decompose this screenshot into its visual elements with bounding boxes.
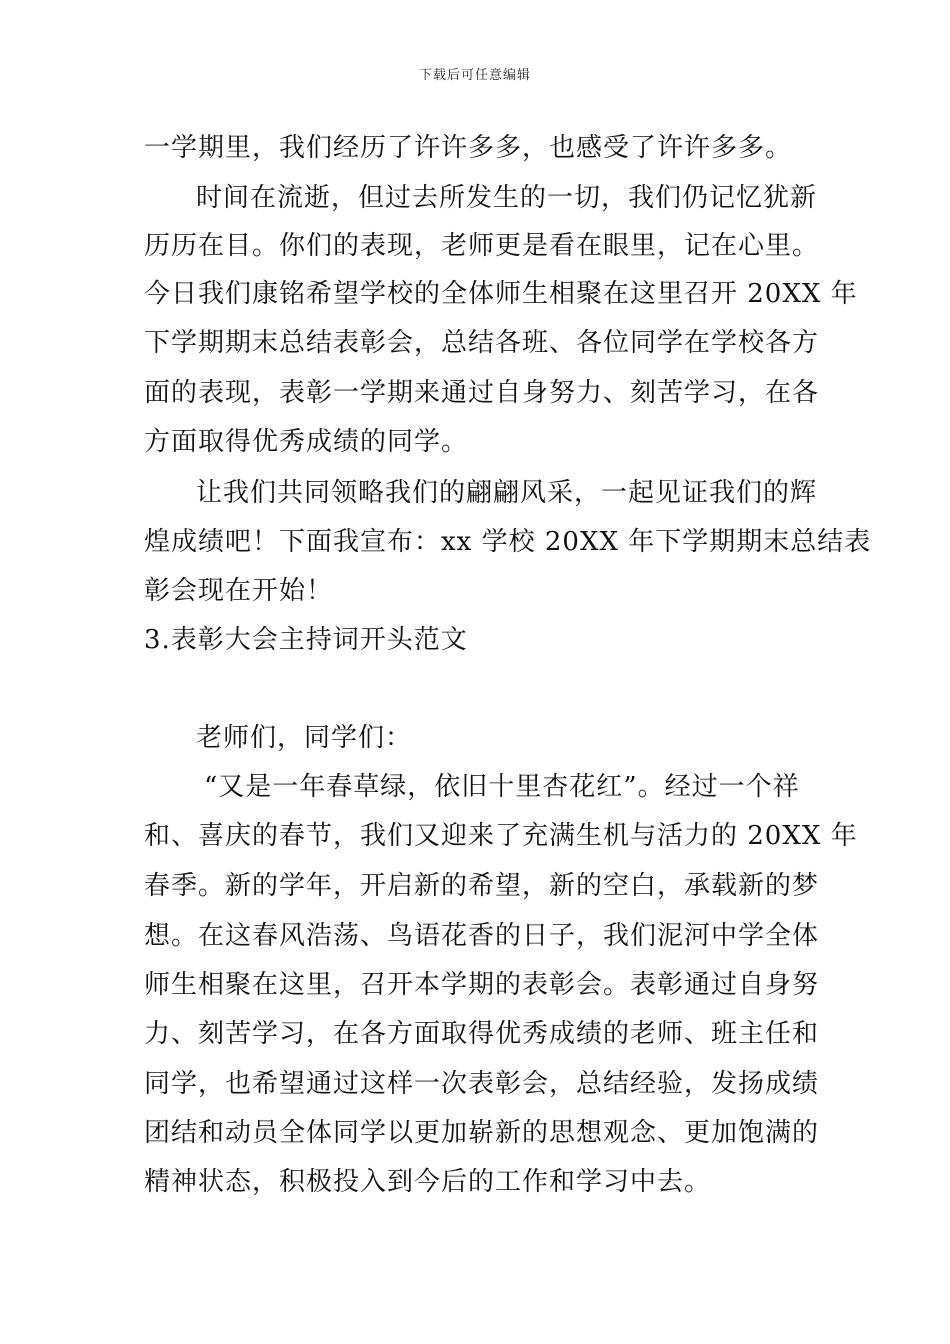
body-line: 师生相聚在这里，召开本学期的表彰会。表彰通过自身努 [144, 970, 820, 1000]
body-line: 历历在目。你们的表现，老师更是看在眼里，记在心里。 [144, 231, 820, 261]
body-line: 彰会现在开始！ [144, 576, 334, 606]
paragraph-first-line: 时间在流逝，但过去所发生的一切，我们仍记忆犹新 [196, 183, 818, 213]
body-line: 一学期里，我们经历了许许多多，也感受了许许多多。 [144, 133, 793, 163]
paragraph-first-line: 让我们共同领略我们的翩翩风采，一起见证我们的辉 [196, 478, 818, 508]
body-line: 力、刻苦学习，在各方面取得优秀成绩的老师、班主任和 [144, 1019, 820, 1049]
page-header-note: 下载后可任意编辑 [418, 68, 531, 83]
paragraph-first-line: “又是一年春草绿，依旧十里杏花红”。经过一个祥 [204, 772, 800, 802]
body-line: 今日我们康铭希望学校的全体师生相聚在这里召开 20XX 年 [144, 279, 858, 309]
body-line: 面的表现，表彰一学期来通过自身努力、刻苦学习，在各 [144, 378, 820, 408]
body-line: 和、喜庆的春节，我们又迎来了充满生机与活力的 20XX 年 [144, 821, 858, 851]
body-line: 精神状态，积极投入到今后的工作和学习中去。 [144, 1167, 712, 1197]
body-line: 团结和动员全体同学以更加崭新的思想观念、更加饱满的 [144, 1118, 820, 1148]
body-line: 煌成绩吧！下面我宣布：xx 学校 20XX 年下学期期末总结表 [144, 527, 872, 557]
body-line: 同学，也希望通过这样一次表彰会，总结经验，发扬成绩 [144, 1069, 820, 1099]
body-line: 想。在这春风浩荡、鸟语花香的日子，我们泥河中学全体 [144, 921, 820, 951]
salutation: 老师们，同学们： [196, 723, 413, 753]
body-line: 下学期期末总结表彰会，总结各班、各位同学在学校各方 [144, 328, 820, 358]
section-heading: 3.表彰大会主持词开头范文 [144, 625, 468, 655]
body-line: 春季。新的学年，开启新的希望，新的空白，承载新的梦 [144, 871, 820, 901]
body-line: 方面取得优秀成绩的同学。 [144, 427, 469, 457]
